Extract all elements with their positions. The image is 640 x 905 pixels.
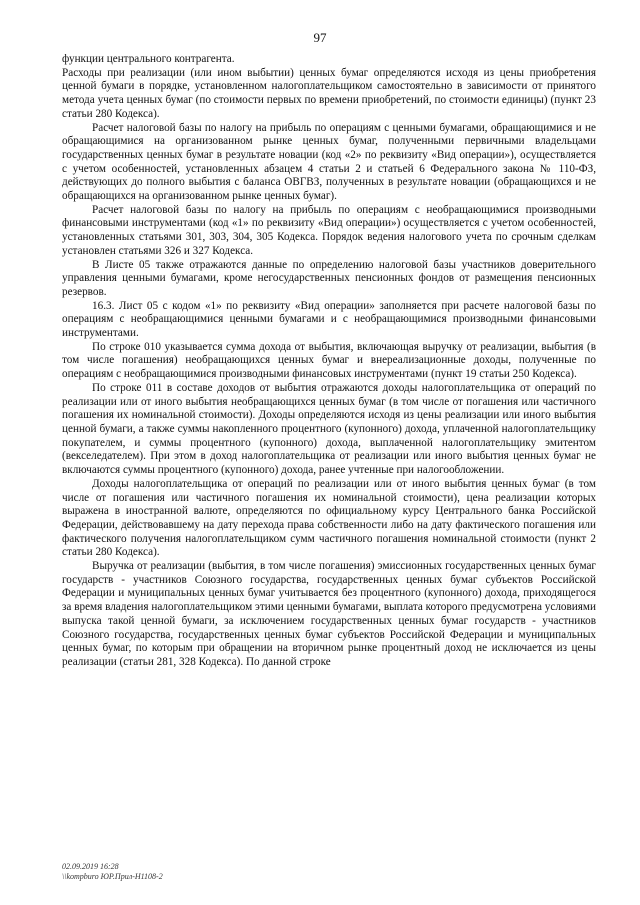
paragraph-7: По строке 010 указывается сумма дохода от выбытия, включающая выручку от реализации, выбытия (в том числе погашения) необращающихся ценных бумаг и внереализационные доходы, полученные по операциям с необращающимися производными финансовых инструментами (пункт 19 статьи 250 Кодекса).	[62, 340, 596, 381]
paragraph-3: Расчет налоговой базы по налогу на прибыль по операциям с ценными бумагами, обращающимися и не обращающимися на организованном рынке ценных бумаг, полученными первичными владельцами государственных ценных бумаг в результате новации (код «2» по реквизиту «Вид операции»), осуществляется с учетом особенностей, установленных абзацем 4 статьи 2 и статьей 6 Федерального закона № 110-ФЗ, действующих до полного выбытия с баланса ОВГВЗ, полученных в результате новации (обращающихся и не обращающихся на организованном рынке ценных бумаг).	[62, 121, 596, 203]
paragraph-10: Выручка от реализации (выбытия, в том числе погашения) эмиссионных государственных ценных бумаг государств - участников Союзного государства, государственных ценных бумаг субъектов Российской Федерации и муниципальных ценных бумаг учитывается без процентного (купонного) дохода, приходящегося за время владения налогоплательщиком этими ценными бумагами, выплата которого предусмотрена условиями выпуска такой ценной бумаги, за исключением государственных ценных бумаг государств - участников Союзного государства, государственных ценных бумаг субъектов Российской Федерации и муниципальных ценных бумаг, по которым при обращении на вторичном рынке процентный доход не исключается из цены реализации (статьи 281, 328 Кодекса). По данной строке	[62, 560, 596, 668]
footer-stamp	[62, 862, 163, 882]
paragraph-9: Доходы налогоплательщика от операций по реализации или от иного выбытия ценных бумаг (в том числе от погашения или частичного погашения их номинальной стоимости), цена реализации которых выражена в иностранной валюте, определяются по официальному курсу Центрального банка Российской Федерации, действовавшему на дату перехода права собственности либо на дату фактического погашения или фактического получения налогоплательщиком сумм частичного погашения номинальной стоимости (пункт 2 статьи 280 Кодекса).	[62, 477, 596, 559]
footer-timestamp: 02.09.2019 16:28	[62, 862, 119, 871]
paragraph-5: В Листе 05 также отражаются данные по определению налоговой базы участников доверительного управления ценными бумагами, кроме негосударственных пенсионных фондов от размещения пенсионных резервов.	[62, 258, 596, 298]
paragraph-8: По строке 011 в составе доходов от выбытия отражаются доходы налогоплательщика от операций по реализации или от иного выбытия необращающихся ценных бумаг (в том числе от погашения или частичного погашения их номинальной стоимости). Доходы определяются исходя из цены реализации или иного выбытия ценной бумаги, а также суммы накопленного процентного (купонного) дохода, уплаченной налогоплательщику покупателем, и суммы процентного (купонного) дохода, выплаченной налогоплательщику эмитентом (векселедателем). При этом в доход налогоплательщика от реализации или иного выбытия ценных бумаг не включаются суммы процентного (купонного) дохода, ранее учтенные при налогообложении.	[62, 381, 596, 477]
page-number: 97	[313, 30, 327, 45]
paragraph-1: функции центрального контрагента.	[62, 53, 235, 65]
paragraph-6: 16.3. Лист 05 с кодом «1» по реквизиту «Вид операции» заполняется при расчете налоговой базы по операциям с необращающимися ценными бумагами и с необращающимися производными финансовыми инструментами.	[62, 299, 596, 340]
footer-file-path: \\kompburo ЮР.Прил-Н1108-2	[62, 872, 163, 881]
paragraph-2: Расходы при реализации (или ином выбытии) ценных бумаг определяются исходя из цены приобретения ценной бумаги в порядке, установленном налогоплательщиком самостоятельно в зависимости от принятого метода учета ценных бумаг (по стоимости первых по времени приобретений, по стоимости единицы) (пункт 23 статьи 280 Кодекса).	[62, 66, 596, 120]
document-body	[62, 53, 596, 670]
paragraph-4: Расчет налоговой базы по налогу на прибыль по операциям с необращающимися производными финансовыми инструментами (код «1» по реквизиту «Вид операции») осуществляется с учетом особенностей, установленных статьями 301, 303, 304, 305 Кодекса. Порядок ведения налогового учета по срочным сделкам установлен статьями 326 и 327 Кодекса.	[62, 203, 596, 257]
